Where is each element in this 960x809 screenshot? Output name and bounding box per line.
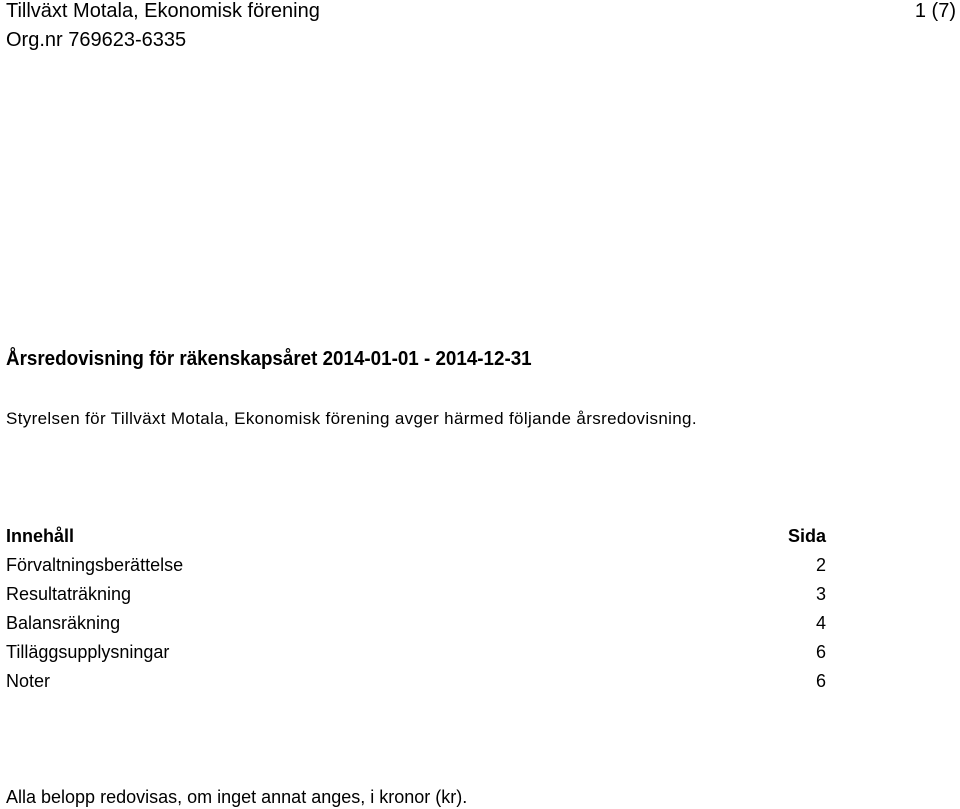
toc-item-page: 4 [815, 613, 826, 633]
toc-header-row [6, 522, 826, 551]
toc-item-page: 3 [815, 584, 826, 604]
org-number: Org.nr 769623-6335 [6, 29, 187, 51]
organization-name: Tillväxt Motala, Ekonomisk förening [6, 0, 320, 22]
toc-item-label: Förvaltningsberättelse [6, 555, 184, 575]
intro-text: Styrelsen för Tillväxt Motala, Ekonomisk förening avger härmed följande årsredovisning. [6, 409, 697, 428]
footer-note: Alla belopp redovisas, om inget annat anges, i kronor (kr). [6, 787, 468, 807]
toc-item-label: Tilläggsupplysningar [6, 642, 170, 662]
toc-item-label: Balansräkning [6, 613, 121, 633]
toc-row [6, 667, 826, 696]
toc-row [6, 551, 826, 580]
toc-row [6, 609, 826, 638]
toc-item-page: 6 [815, 642, 826, 662]
document-title: Årsredovisning för räkenskapsåret 2014-01-01 - 2014-12-31 [6, 348, 532, 370]
toc-row [6, 638, 826, 667]
toc-row [6, 580, 826, 609]
toc-heading-page: Sida [787, 526, 826, 546]
toc-item-page: 6 [815, 671, 826, 691]
page-indicator: 1 (7) [914, 0, 956, 22]
toc-item-page: 2 [815, 555, 826, 575]
toc-item-label: Resultaträkning [6, 584, 132, 604]
toc-item-label: Noter [6, 671, 51, 691]
toc-heading-label: Innehåll [6, 526, 75, 546]
table-of-contents [6, 522, 826, 696]
